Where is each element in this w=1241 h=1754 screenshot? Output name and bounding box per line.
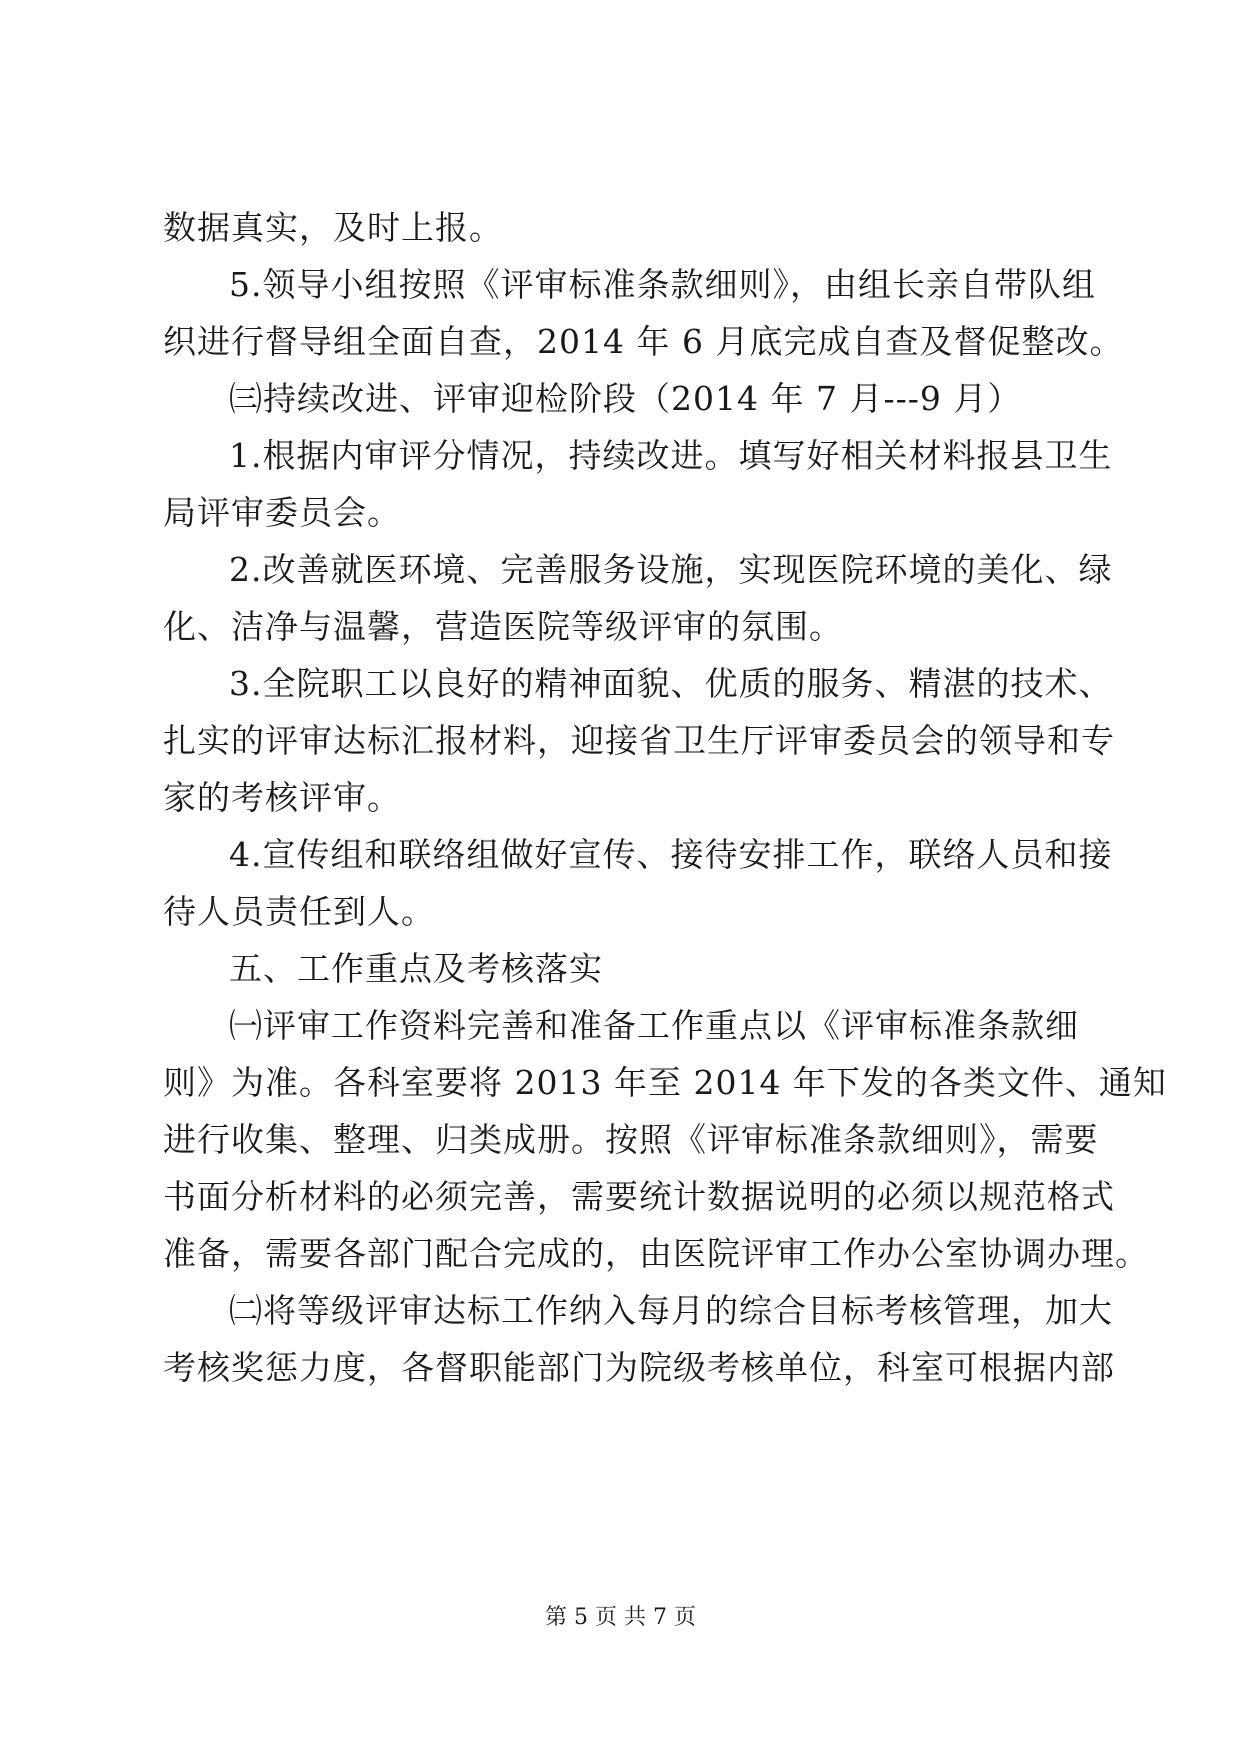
text-line: 考核奖惩力度，各督职能部门为院级考核单位，科室可根据内部 (163, 1348, 1115, 1387)
text-line: 准备，需要各部门配合完成的，由医院评审工作办公室协调办理。 (163, 1234, 1149, 1273)
text-line: 化、洁净与温馨，营造医院等级评审的氛围。 (163, 607, 843, 646)
text-line: ㈢持续改进、评审迎检阶段（2014 年 7 月---9 月） (229, 379, 1022, 418)
text-line: 2.改善就医环境、完善服务设施，实现医院环境的美化、绿 (229, 550, 1113, 589)
text-line: 3.全院职工以良好的精神面貌、优质的服务、精湛的技术、 (229, 664, 1113, 703)
text-line: 4.宣传组和联络组做好宣传、接待安排工作，联络人员和接 (229, 835, 1113, 874)
text-line: 家的考核评审。 (163, 778, 401, 817)
section-heading: 五、工作重点及考核落实 (229, 949, 603, 988)
text-line: 1.根据内审评分情况，持续改进。填写好相关材料报县卫生 (229, 436, 1113, 475)
text-line: 进行收集、整理、归类成册。按照《评审标准条款细则》，需要 (163, 1120, 1099, 1159)
text-line: 5.领导小组按照《评审标准条款细则》，由组长亲自带队组 (229, 265, 1096, 304)
text-line: 扎实的评审达标汇报材料，迎接省卫生厅评审委员会的领导和专 (163, 721, 1115, 760)
text-line: 数据真实，及时上报。 (163, 208, 503, 247)
text-line: 待人员责任到人。 (163, 892, 435, 931)
text-line: ㈡将等级评审达标工作纳入每月的综合目标考核管理，加大 (229, 1291, 1113, 1330)
text-line: ㈠评审工作资料完善和准备工作重点以《评审标准条款细 (229, 1006, 1079, 1045)
text-line: 书面分析材料的必须完善，需要统计数据说明的必须以规范格式 (163, 1177, 1115, 1216)
page-number-footer: 第 5 页 共 7 页 (545, 1605, 696, 1630)
text-line: 局评审委员会。 (163, 493, 401, 532)
text-line: 则》为准。各科室要将 2013 年至 2014 年下发的各类文件、通知 (163, 1063, 1167, 1102)
text-line: 织进行督导组全面自查，2014 年 6 月底完成自查及督促整改。 (163, 322, 1124, 361)
